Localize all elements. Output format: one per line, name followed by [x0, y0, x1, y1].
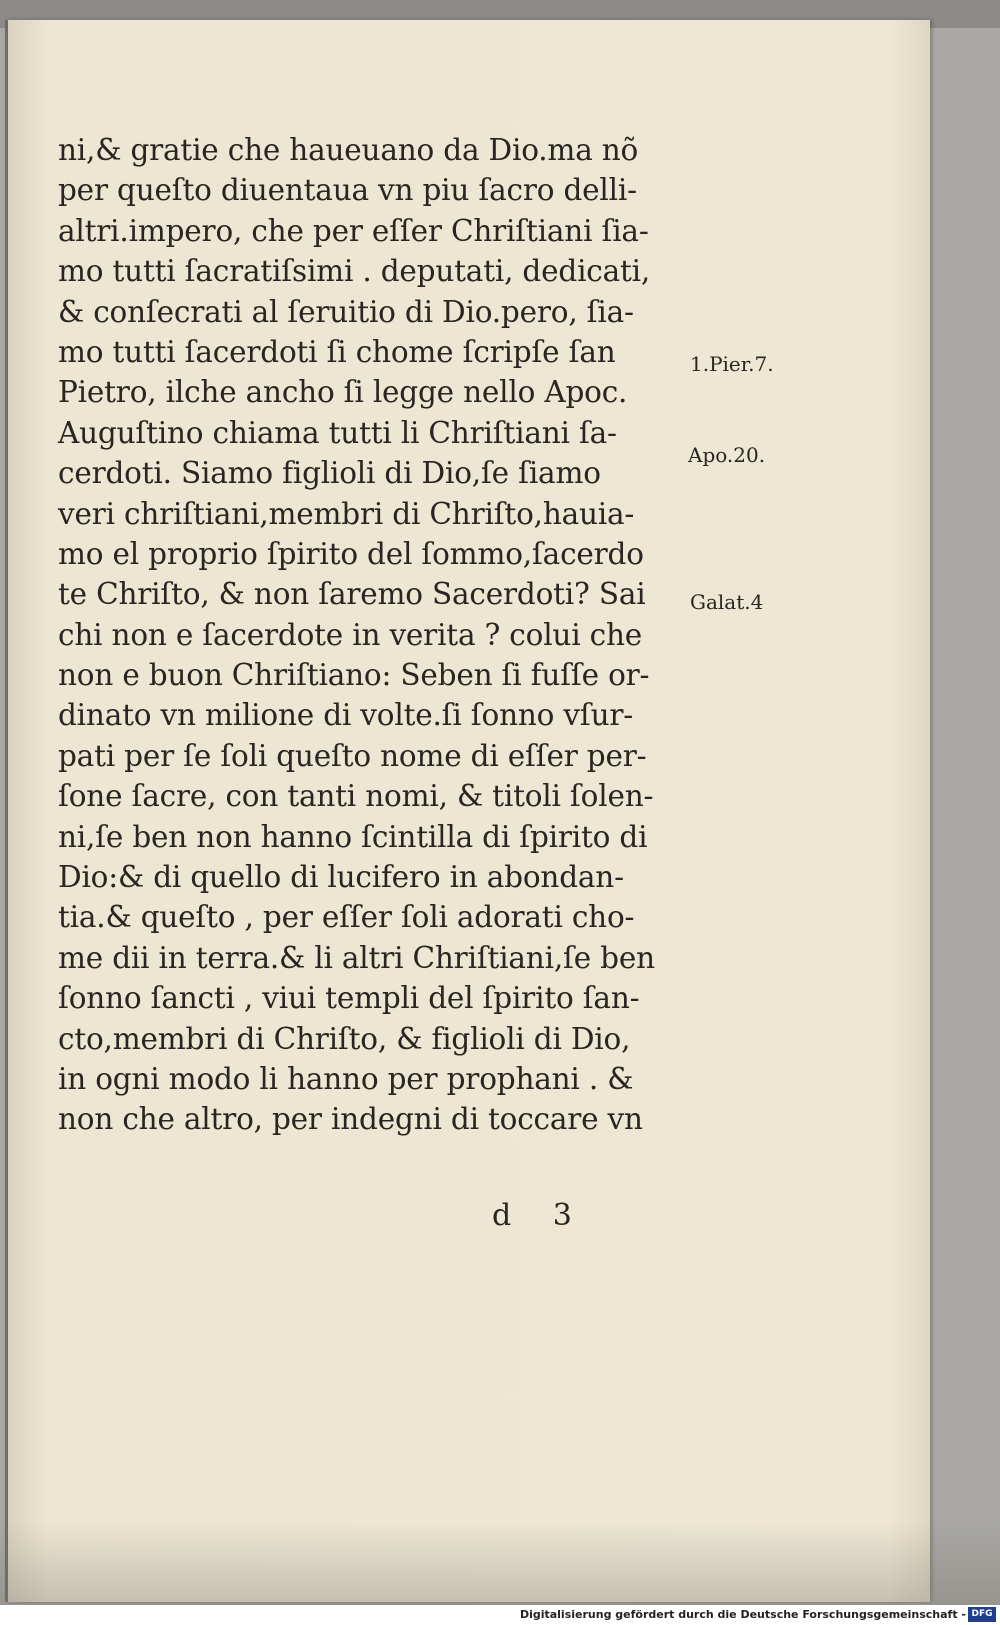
text-line: me dii in terra.& li altri Chriſtiani,ſe ben	[58, 940, 655, 975]
text-line: mo el proprio ſpirito del ſommo,ſacerdo	[58, 536, 644, 571]
text-line: ſonno ſancti , viui templi del ſpirito ſan-	[58, 981, 640, 1016]
digitization-credit: Digitalisierung gefördert durch die Deutsche Forschungsgemeinschaft -	[519, 1608, 966, 1621]
text-line: chi non e ſacerdote in verita ? colui che	[58, 617, 643, 652]
text-line: Auguſtino chiama tutti li Chriſtiani ſa-	[58, 415, 617, 450]
text-line: ſone ſacre, con tanti nomi, & titoli ſolen-	[58, 779, 654, 814]
margin-note-galat: Galat.4	[690, 590, 764, 614]
margin-note-pier: 1.Pier.7.	[690, 352, 774, 376]
text-line: altri.impero, che per eſſer Chriſtiani ſia-	[58, 213, 649, 248]
text-line: mo tutti ſacratiſsimi . deputati, dedicati,	[58, 254, 651, 289]
dfg-logo: DFG	[968, 1607, 996, 1622]
text-line: dinato vn milione di volte.ſi ſonno vſur-	[58, 698, 634, 733]
text-line: ni,& gratie che haueuano da Dio.ma nõ	[58, 133, 639, 167]
main-text	[58, 130, 698, 1140]
text-line: & conſecrati al ſeruitio di Dio.pero, ſia-	[58, 294, 634, 329]
text-line: Dio:& di quello di lucifero in abondan-	[58, 860, 624, 895]
text-line: non che altro, per indegni di toccare vn	[58, 1102, 643, 1137]
text-line: ni,ſe ben non hanno ſcintilla di ſpirito di	[58, 819, 648, 854]
text-line: Pietro, ilche ancho ſi legge nello Apoc.	[58, 375, 628, 410]
text-line: cerdoti. Siamo figlioli di Dio,ſe ſiamo	[58, 456, 601, 491]
text-line: mo tutti ſacerdoti ſi chome ſcripſe ſan	[58, 334, 616, 369]
margin-note-apo: Apo.20.	[688, 443, 766, 467]
text-line: te Chriſto, & non ſaremo Sacerdoti? Sai	[58, 577, 646, 612]
text-line: cto,membri di Chriſto, & figlioli di Dio,	[58, 1021, 631, 1056]
text-line: in ogni modo li hanno per prophani . &	[58, 1061, 634, 1096]
text-line: non e buon Chriſtiano: Seben ſi fuſſe or-	[58, 658, 650, 693]
page-shadow	[0, 1520, 1000, 1605]
text-line: veri chriſtiani,membri di Chriſto,hauia-	[58, 496, 635, 531]
text-line: pati per ſe ſoli queſto nome di eſſer per-	[58, 738, 647, 773]
text-line: tia.& queſto , per eſſer ſoli adorati cho-	[58, 900, 635, 935]
signature-mark: d 3	[492, 1198, 588, 1233]
text-line: per queſto diuentaua vn piu ſacro delli-	[58, 173, 637, 208]
